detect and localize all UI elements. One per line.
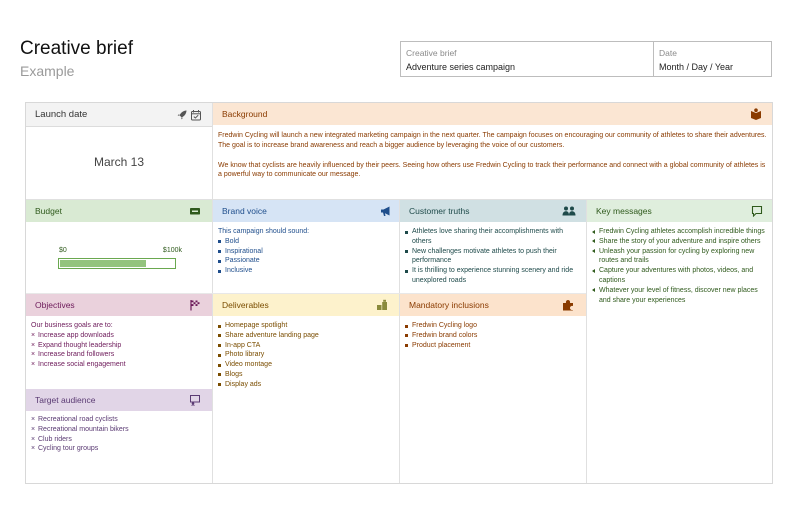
list-item: Fredwin Cycling athletes accomplish incredible things	[592, 227, 766, 237]
budget-min-label: $0	[59, 247, 67, 254]
list-item: Inspirational	[218, 247, 394, 257]
mandatory-inclusions-label: Mandatory inclusions	[409, 300, 489, 310]
column-divider	[586, 200, 587, 483]
deliverables-label: Deliverables	[222, 300, 269, 310]
deliverables-content	[218, 321, 394, 390]
mandatory-inclusions-header	[400, 294, 586, 316]
launch-date-value: March 13	[93, 155, 145, 169]
puzzle-piece-icon	[562, 299, 574, 311]
customer-truths-list	[405, 227, 579, 286]
budget-max-label: $100k	[162, 247, 182, 254]
brief-name-label: Creative brief	[406, 48, 457, 58]
budget-progress-bar	[58, 258, 176, 269]
key-messages-header	[587, 200, 772, 222]
list-item: Share adventure landing page	[218, 331, 394, 341]
list-item: Whatever your level of fitness, discover new places and share your experiences	[592, 286, 766, 306]
objectives-label: Objectives	[35, 300, 75, 310]
brief-name-field[interactable]	[400, 41, 654, 77]
book-icon	[750, 108, 762, 120]
target-audience-list	[31, 415, 207, 454]
list-item: Athletes love sharing their accomplishments with others	[405, 227, 579, 247]
list-item: Fredwin brand colors	[405, 331, 581, 341]
mandatory-inclusions-content	[405, 321, 581, 350]
target-audience-content	[31, 415, 207, 454]
background-label: Background	[222, 109, 268, 119]
target-audience-header	[26, 389, 212, 411]
list-item: × Increase social engagement	[31, 360, 207, 370]
list-item: Video montage	[218, 360, 394, 370]
list-item: Homepage spotlight	[218, 321, 394, 331]
list-item: × Recreational road cyclists	[31, 415, 207, 425]
rocket-icon	[176, 109, 188, 121]
page-subtitle: Example	[20, 63, 75, 79]
list-item: In-app CTA	[218, 341, 394, 351]
money-icon	[189, 205, 201, 217]
deliverables-header	[213, 294, 399, 316]
list-item: × Increase brand followers	[31, 350, 207, 360]
list-item: Bold	[218, 237, 394, 247]
brand-voice-label: Brand voice	[222, 206, 267, 216]
budget-progress-fill	[60, 260, 146, 267]
list-item: Photo library	[218, 350, 394, 360]
speech-bubble-icon	[751, 205, 763, 217]
people-icon	[562, 205, 576, 217]
customer-truths-header	[400, 200, 586, 222]
list-item: × Increase app downloads	[31, 331, 207, 341]
megaphone-icon	[380, 205, 392, 217]
calendar-check-icon	[190, 109, 202, 121]
date-field[interactable]	[653, 41, 772, 77]
presentation-icon	[189, 394, 201, 406]
brief-name-value: Adventure series campaign	[406, 62, 516, 72]
background-paragraph: Fredwin Cycling will launch a new integrated marketing campaign in the next quarter. The campaign focuses on encouraging our community of athletes to share their adventures. The goal is to increase brand awareness and reach a bigger audience by leveraging the voice of our customers.	[218, 132, 767, 149]
key-messages-label: Key messages	[596, 206, 652, 216]
budget-header	[26, 200, 212, 222]
boxes-icon	[376, 299, 388, 311]
list-item: New challenges motivate athletes to push their performance	[405, 247, 579, 267]
brand-voice-content	[218, 227, 394, 276]
objectives-intro: Our business goals are to:	[31, 322, 113, 329]
brand-voice-list	[218, 237, 394, 276]
mandatory-inclusions-list	[405, 321, 581, 350]
list-item: Inclusive	[218, 266, 394, 276]
key-messages-list	[592, 227, 766, 305]
list-item: Share the story of your adventure and inspire others	[592, 237, 766, 247]
objectives-list	[31, 331, 207, 370]
list-item: × Club riders	[31, 435, 207, 445]
date-value: Month / Day / Year	[659, 62, 734, 72]
flag-icon	[189, 299, 201, 311]
list-item: × Recreational mountain bikers	[31, 425, 207, 435]
page-title: Creative brief	[20, 38, 133, 59]
list-item: Display ads	[218, 380, 394, 390]
brand-voice-header	[213, 200, 399, 222]
list-item: Passionate	[218, 256, 394, 266]
list-item: Fredwin Cycling logo	[405, 321, 581, 331]
background-text	[218, 131, 768, 180]
customer-truths-content	[405, 227, 579, 286]
objectives-content	[31, 321, 207, 370]
date-label: Date	[659, 48, 677, 58]
background-paragraph: We know that cyclists are heavily influenced by their peers. Seeing how others use Fredwin Cycling to track their performance and connect with a global community of athletes is a powerful way to communicate our message.	[218, 161, 766, 179]
target-audience-label: Target audience	[35, 395, 96, 405]
list-item: × Expand thought leadership	[31, 341, 207, 351]
customer-truths-label: Customer truths	[409, 206, 470, 216]
launch-date-label: Launch date	[35, 109, 88, 120]
key-messages-content	[592, 227, 766, 305]
list-item: Product placement	[405, 341, 581, 351]
list-item: Capture your adventures with photos, videos, and captions	[592, 266, 766, 286]
brand-voice-intro: This campaign should sound:	[218, 228, 310, 235]
list-item: It is thrilling to experience stunning scenery and ride unexplored roads	[405, 266, 579, 286]
launch-date-header	[26, 103, 212, 127]
list-item: × Cycling tour groups	[31, 444, 207, 454]
background-header	[213, 103, 772, 125]
list-item: Blogs	[218, 370, 394, 380]
budget-label: Budget	[35, 206, 62, 216]
deliverables-list	[218, 321, 394, 390]
objectives-header	[26, 294, 212, 316]
column-divider	[399, 200, 400, 483]
list-item: Unleash your passion for cycling by exploring new routes and trails	[592, 247, 766, 267]
